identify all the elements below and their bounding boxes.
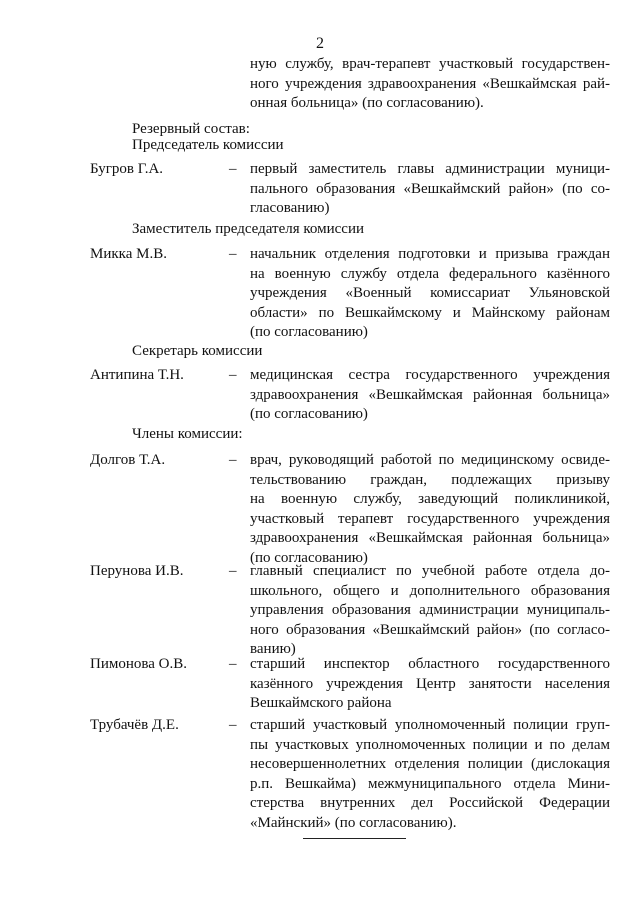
secretary-label: Секретарь комиссии [132,343,263,359]
role-line: начальник отделения подготовки и призыва граждан [250,246,610,262]
role-line: первый заместитель главы администрации муници- [250,161,610,177]
person-role [250,451,610,568]
role-line: главный специалист по учебной работе отдела до- [250,563,610,579]
role-line: Вешкаймского района [250,695,392,711]
role-line: на военную службу, заведующий поликлиникой, [250,491,610,507]
dash: – [229,563,237,579]
intro-line: ную службу, врач-терапевт участковый государствен- [250,56,610,72]
dash: – [229,452,237,468]
role-line: здравоохранения «Вешкаймская районная больница» [250,530,610,546]
role-line: «Майнский» (по согласованию). [250,814,457,831]
person-role [250,562,610,660]
intro-line: онная больница» (по согласованию). [250,95,484,111]
role-line: пального образования «Вешкаймский район» (по со- [250,180,610,197]
role-line: (по согласованию) [250,406,368,422]
role-line: участковый терапевт государственного учреждения [250,510,610,527]
role-line: здравоохранения «Вешкаймская районная больница» [250,386,610,403]
person-role [250,160,610,219]
dash: – [229,246,237,262]
role-line: гласованию) [250,200,330,216]
role-line: области» по Вешкаймскому и Майнскому районам [250,304,610,321]
dash: – [229,161,237,177]
chair-label: Председатель комиссии [132,137,284,153]
role-line: стерства внутренних дел Российской Федерации [250,795,610,811]
role-line: ванию) [250,641,296,657]
members-label: Члены комиссии: [132,426,243,442]
dash: – [229,656,237,672]
role-line: несовершеннолетних отделения полиции (дислокация [250,756,610,772]
role-line: казённого учреждения Центр занятости населения [250,675,610,692]
intro-line: ного учреждения здравоохранения «Вешкаймская рай- [250,75,610,92]
role-line: учреждения «Военный комиссариат Ульяновской [250,285,610,301]
dash: – [229,717,237,733]
person-name: Микка М.В. [90,246,167,262]
person-role [250,655,610,714]
person-name: Перунова И.В. [90,563,184,579]
role-line: врач, руководящий работой по медицинскому освиде- [250,452,610,468]
person-name: Пимонова О.В. [90,656,188,672]
person-name: Бугров Г.А. [90,161,164,177]
role-line: тельствованию граждан, подлежащих призыву [250,471,610,488]
role-line: ного образования «Вешкаймский район» (по согласо- [250,621,610,638]
person-name: Трубачёв Д.Е. [90,717,179,733]
person-role [250,716,610,833]
role-line: р.п. Вешкайма) межмуниципального отдела Мини- [250,775,610,792]
intro-continuation [250,55,610,114]
dash: – [229,367,237,383]
person-role [250,245,610,343]
role-line: школьного, общего и дополнительного образования [250,582,610,599]
deputy-label: Заместитель председателя комиссии [132,221,365,237]
role-line: пы участковых уполномоченных полиции и по делам [250,736,610,753]
footer-divider [303,838,406,839]
role-line: на военную службу отдела федерального казённого [250,265,610,282]
role-line: управления образования администрации муниципаль- [250,602,610,618]
person-name: Антипина Т.Н. [90,367,184,383]
role-line: (по согласованию) [250,549,368,566]
person-name: Долгов Т.А. [90,452,166,468]
role-line: медицинская сестра государственного учреждения [250,367,610,383]
role-line: (по согласованию) [250,324,368,340]
role-line: старший участковый уполномоченный полиции груп- [250,717,610,733]
reserve-heading: Резервный состав: [132,121,250,137]
page-number: 2 [316,35,324,52]
person-role [250,366,610,425]
role-line: старший инспектор областного государственного [250,656,610,672]
